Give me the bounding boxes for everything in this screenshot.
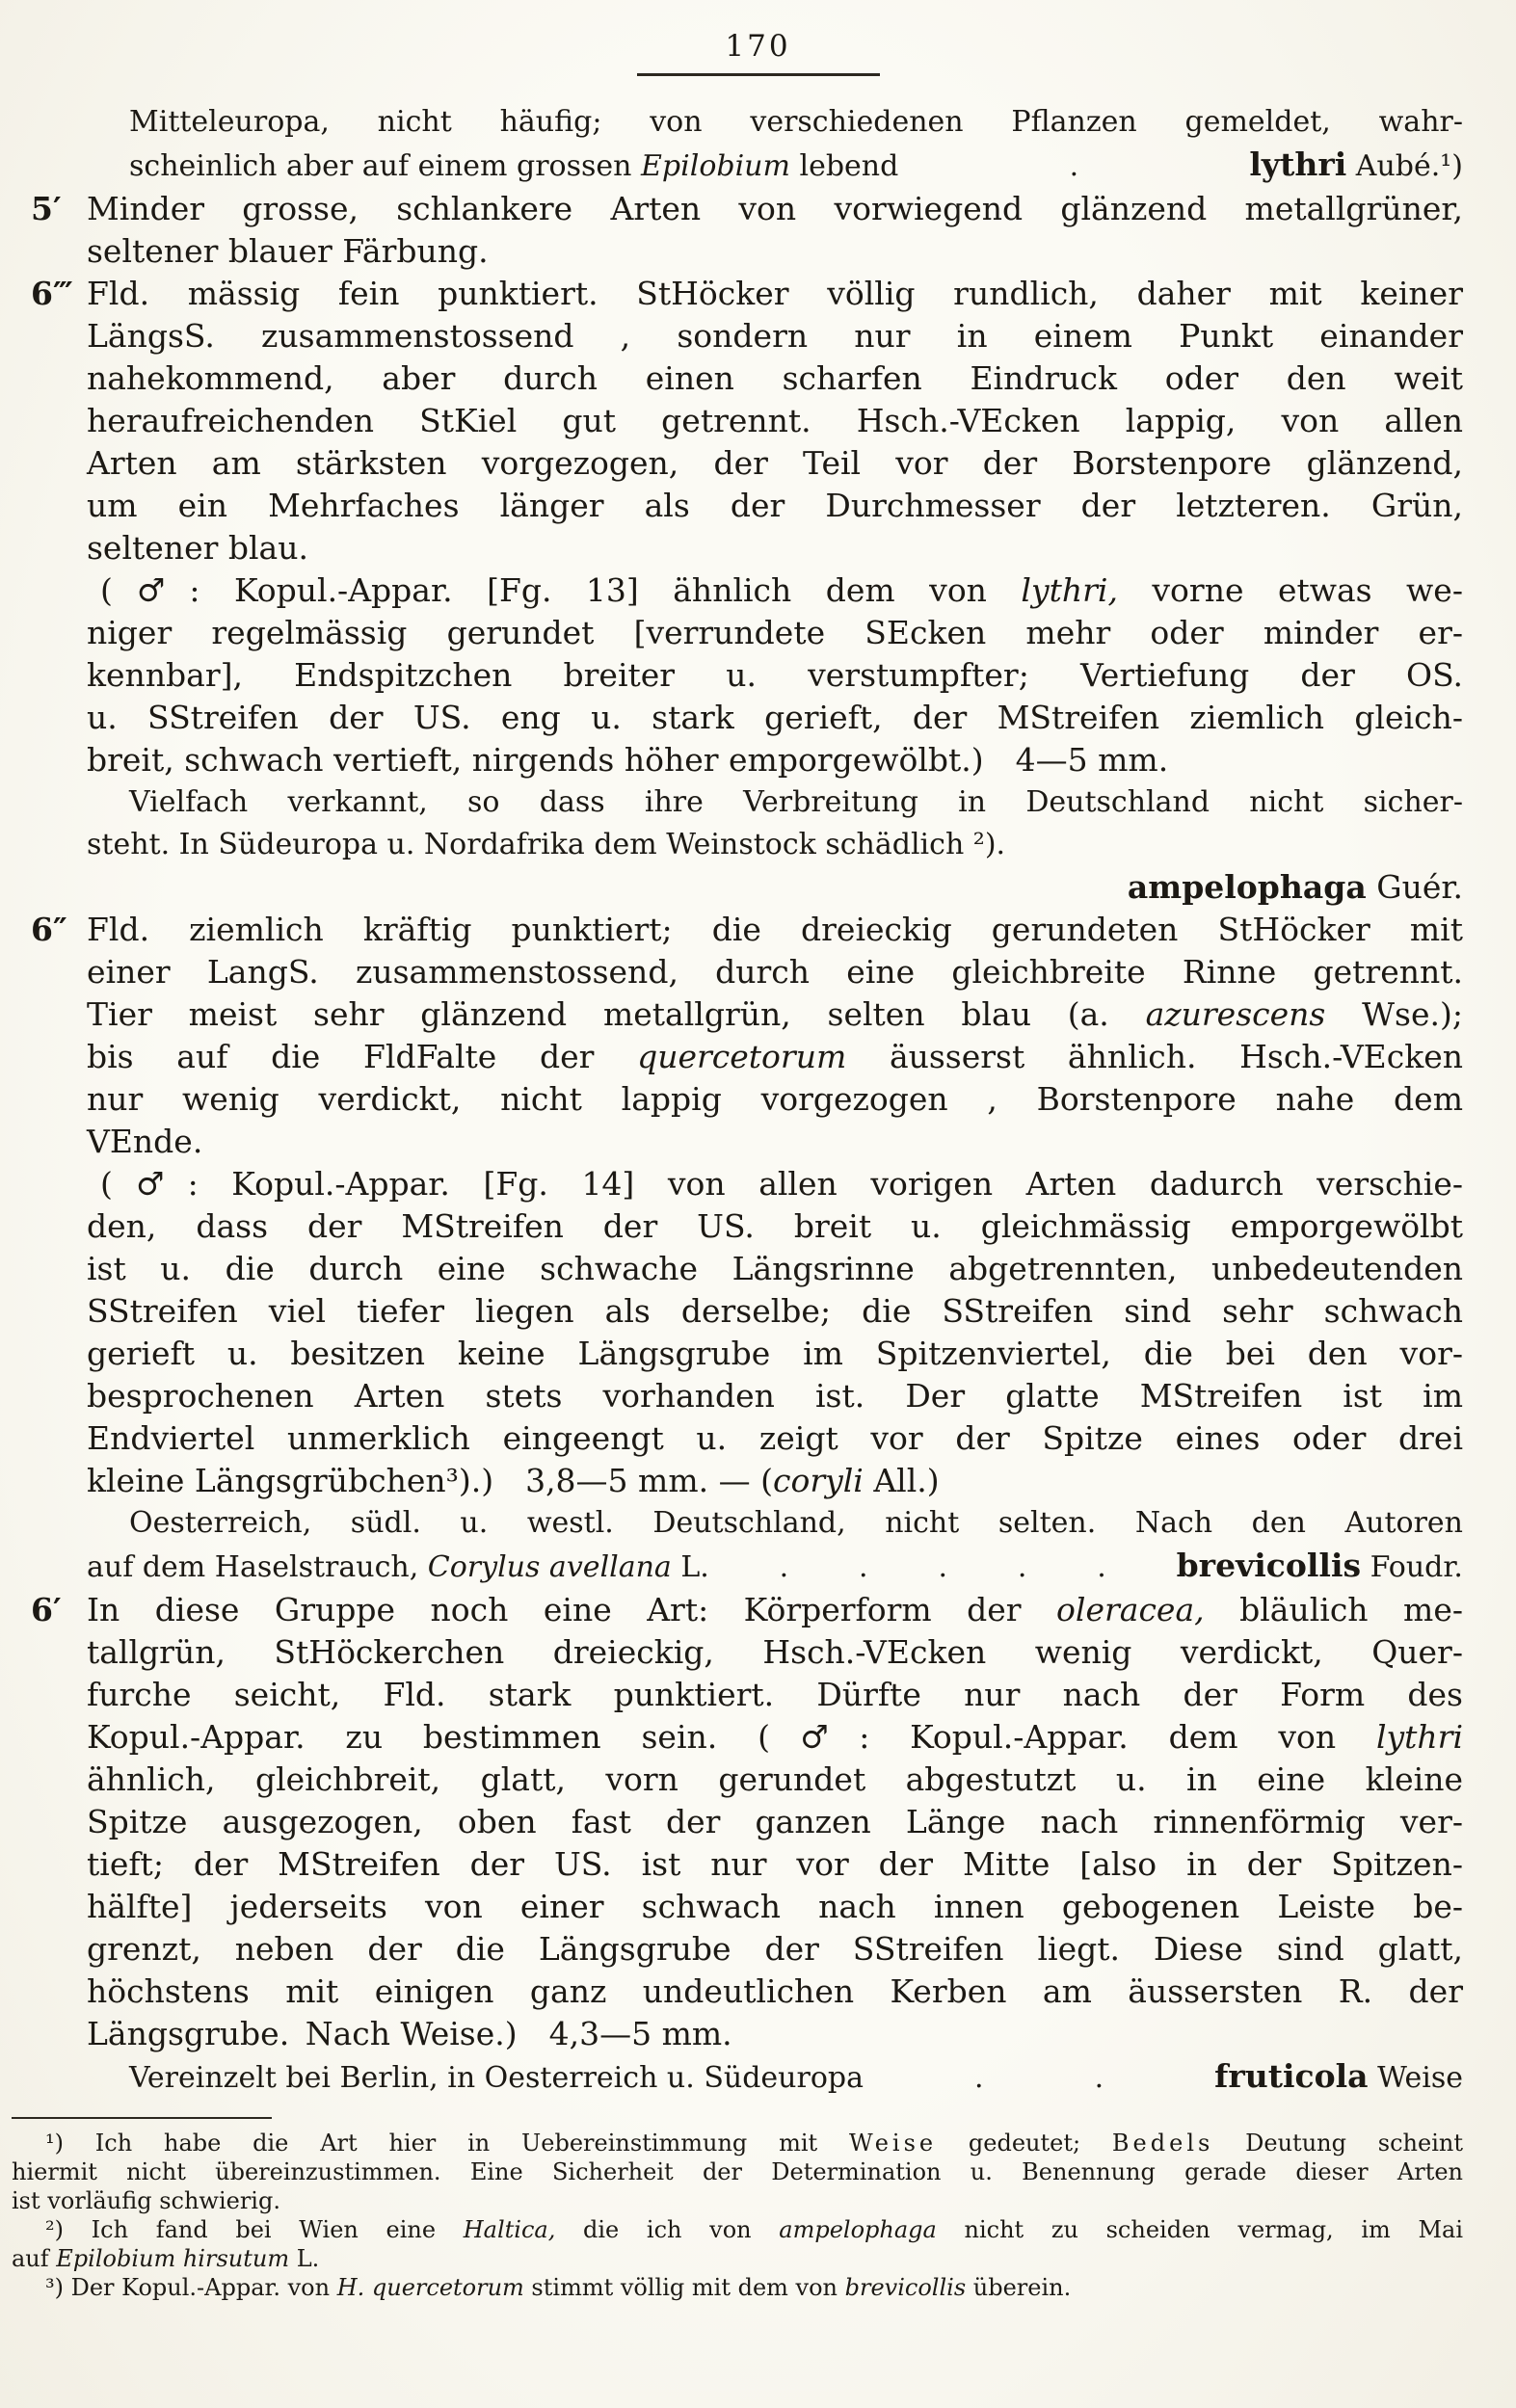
text-run: Tier meist sehr glänzend metallgrün, selten blau (a. [87, 995, 1146, 1033]
text-line [31, 1502, 1463, 1545]
text-run: bläulich me- [1204, 1591, 1463, 1628]
text-run: . [938, 1550, 947, 1584]
text-line [31, 569, 1463, 612]
text-run: Arten am stärksten vorgezogen, der Teil vor der Borstenpore glänzend, [87, 444, 1463, 482]
text-run: gerieft u. besitzen keine Längsgrube im Spitzenviertel, die bei den vor- [87, 1335, 1463, 1372]
text-run: den, dass der MStreifen der US. breit u. gleichmässig emporgewölbt [87, 1207, 1463, 1245]
text-run: Epilobium [641, 149, 790, 183]
text-run: gedeutet; [937, 2130, 1112, 2157]
text-run: lythri, [1021, 571, 1118, 609]
text-run: ³) Der Kopul.-Appar. von [45, 2274, 337, 2301]
text-run: nahekommend, aber durch einen scharfen Eindruck oder den weit [87, 359, 1463, 397]
text-run: ²) Ich fand bei Wien eine [45, 2216, 464, 2243]
text-run: Fld. ziemlich kräftig punktiert; die dreieckig gerundeten StHöcker mit [87, 911, 1463, 948]
text-run: Spitze ausgezogen, oben fast der ganzen Länge nach rinnenförmig ver- [87, 1803, 1463, 1840]
footnote [12, 2273, 1463, 2302]
text-run: azurescens [1145, 995, 1326, 1033]
text-line [31, 612, 1463, 654]
text-run: um ein Mehrfaches länger als der Durchmesser der letzteren. Grün, [87, 487, 1463, 524]
text-run: Aubé.¹) [1346, 149, 1463, 183]
text-run: kleine Längsgrübchen³).) 3,8—5 mm. — ( [87, 1462, 773, 1499]
text-run: ähnlich, gleichbreit, glatt, vorn gerundet abgestutzt u. in eine kleine [87, 1760, 1463, 1798]
footnote [12, 2129, 1463, 2215]
text-run: Corylus avellana [427, 1550, 672, 1584]
text-line [31, 1205, 1463, 1248]
text-run: Längsgrube. Nach Weise.) 4,3—5 mm. [87, 2015, 732, 2052]
text-run: LängsS. zusammenstossend , sondern nur in einem Punkt einander [87, 317, 1463, 355]
text-line [31, 2055, 1463, 2100]
footnote-separator-rule [12, 2117, 272, 2119]
text-run: coryli [772, 1462, 864, 1499]
text-run: steht. In Südeuropa u. Nordafrika dem Weinstock schädlich ²). [87, 828, 1006, 861]
text-run: breit, schwach vertieft, nirgends höher emporgewölbt.) 4—5 mm. [87, 741, 1169, 779]
text-line [31, 1248, 1463, 1290]
page-number-rule [637, 73, 880, 76]
text-line [31, 1290, 1463, 1333]
text-line [31, 1163, 1463, 1205]
text-line [31, 485, 1463, 527]
text-run: VEnde. [87, 1123, 203, 1160]
text-run: bis auf die FldFalte der [87, 1038, 638, 1075]
text-line [31, 400, 1463, 442]
text-run: Epilobium hirsutum [56, 2245, 290, 2272]
key-entry [31, 909, 1463, 1163]
distribution-note [31, 2055, 1463, 2100]
description-paragraph [31, 1163, 1463, 1502]
text-line [31, 1417, 1463, 1460]
text-run: . [859, 1550, 868, 1584]
species-name: ampelophaga [1127, 868, 1367, 906]
text-line [31, 1759, 1463, 1801]
text-line [31, 357, 1463, 400]
text-run: Foudr. [1361, 1550, 1463, 1584]
text-run: . [1017, 1550, 1027, 1584]
text-run: Weise [1368, 2061, 1463, 2095]
text-line [31, 1333, 1463, 1375]
text-line [31, 315, 1463, 357]
text-line [31, 993, 1463, 1036]
text-line [12, 2129, 1463, 2157]
text-line [31, 230, 1463, 273]
text-run: L. [671, 1550, 709, 1584]
key-entry [31, 188, 1463, 273]
text-run: furche seicht, Fld. stark punktiert. Dürfte nur nach der Form des [87, 1676, 1463, 1713]
text-line [31, 909, 1463, 951]
text-run: Vielfach verkannt, so dass ihre Verbreitung in Deutschland nicht sicher- [129, 785, 1463, 819]
text-run: . [1069, 149, 1079, 183]
text-line [31, 1375, 1463, 1417]
text-run: Kopul.-Appar. zu bestimmen sein. (♂: Kopul.-Appar. dem von [87, 1718, 1376, 1756]
text-run: tallgrün, StHöckerchen dreieckig, Hsch.-VEcken wenig verdickt, Quer- [87, 1633, 1463, 1671]
text-run: seltener blauer Färbung. [87, 232, 489, 270]
text-run: quercetorum [637, 1038, 847, 1075]
text-run: überein. [966, 2274, 1072, 2301]
text-line [31, 739, 1463, 781]
text-run: vorne etwas we- [1117, 571, 1463, 609]
key-entry [31, 1589, 1463, 2055]
text-run: Bedels [1111, 2130, 1214, 2157]
text-line [31, 781, 1463, 824]
text-run: Fld. mässig fein punktiert. StHöcker völlig rundlich, daher mit keiner [87, 275, 1463, 312]
text-run: Wse.); [1325, 995, 1463, 1033]
text-line [31, 1843, 1463, 1886]
text-run: (♂: Kopul.-Appar. [Fg. 14] von allen vorigen Arten dadurch verschie- [100, 1165, 1463, 1203]
text-line [31, 101, 1463, 144]
text-line [31, 1631, 1463, 1674]
text-run: . [779, 1550, 789, 1584]
page-header [0, 0, 1516, 76]
text-run: nicht zu scheiden vermag, im Mai [936, 2216, 1464, 2243]
key-number: 6′ [31, 1591, 62, 1628]
text-line [31, 951, 1463, 993]
text-run: stimmt völlig mit dem von [523, 2274, 845, 2301]
text-line [31, 824, 1463, 866]
text-run: All.) [863, 1462, 940, 1499]
text-line [31, 144, 1463, 188]
text-run: u. SStreifen der US. eng u. stark gerieft, der MStreifen ziemlich gleich- [87, 699, 1463, 736]
footnote [12, 2215, 1463, 2273]
text-run: lythri [1375, 1718, 1463, 1756]
text-line [31, 1036, 1463, 1078]
text-run: auf dem Haselstrauch, [87, 1550, 428, 1584]
text-line [12, 2273, 1463, 2302]
text-line [31, 1121, 1463, 1163]
text-line [31, 2013, 1463, 2055]
text-run: . [1094, 2061, 1104, 2095]
text-run: L. [289, 2245, 320, 2272]
text-run: Minder grosse, schlankere Arten von vorwiegend glänzend metallgrüner, [87, 190, 1463, 227]
text-line [12, 2157, 1463, 2186]
species-name: lythri [1249, 146, 1347, 183]
species-name: brevicollis [1176, 1547, 1362, 1584]
text-run: die ich von [555, 2216, 780, 2243]
text-line [31, 1460, 1463, 1502]
text-run: brevicollis [844, 2274, 967, 2301]
text-run: heraufreichenden StKiel gut getrennt. Hsch.-VEcken lappig, von allen [87, 402, 1463, 439]
text-run: hiermit nicht übereinzustimmen. Eine Sicherheit der Determination u. Benennung gerade dieser Arten [12, 2158, 1463, 2185]
text-run: kennbar], Endspitzchen breiter u. verstumpfter; Vertiefung der OS. [87, 656, 1463, 694]
key-number: 5′ [31, 190, 62, 227]
text-run: In diese Gruppe noch eine Art: Körperform der [87, 1591, 1057, 1628]
text-line [31, 654, 1463, 697]
key-number: 6″ [31, 911, 67, 948]
text-line [31, 1928, 1463, 1971]
text-line [31, 527, 1463, 569]
text-line [31, 1716, 1463, 1759]
text-block [31, 101, 1463, 2100]
text-run: ist u. die durch eine schwache Längsrinne abgetrennten, unbedeutenden [87, 1250, 1463, 1287]
description-paragraph [31, 569, 1463, 781]
text-run: besprochenen Arten stets vorhanden ist. Der glatte MStreifen ist im [87, 1377, 1463, 1415]
text-run: Endviertel unmerklich eingeengt u. zeigt vor der Spitze eines oder drei [87, 1419, 1463, 1457]
text-run: oleracea, [1056, 1591, 1205, 1628]
text-line [31, 273, 1463, 315]
text-line [31, 1886, 1463, 1928]
text-run: lebend [789, 149, 899, 183]
species-name: fruticola [1214, 2057, 1369, 2095]
text-line [31, 1078, 1463, 1121]
text-run: niger regelmässig gerundet [verrundete SEcken mehr oder minder er- [87, 614, 1463, 651]
text-run: grenzt, neben der die Längsgrube der SStreifen liegt. Diese sind glatt, [87, 1930, 1463, 1968]
text-line [12, 2244, 1463, 2273]
text-line [31, 1545, 1463, 1589]
species-result-line [31, 866, 1463, 909]
text-run: seltener blau. [87, 529, 308, 567]
key-entry [31, 273, 1463, 569]
text-run: Guér. [1366, 868, 1463, 906]
footnotes-block [12, 2129, 1463, 2302]
key-number: 6‴ [31, 275, 73, 312]
text-run: Haltica, [463, 2216, 556, 2243]
page-number: 170 [725, 29, 791, 64]
text-run: einer LangS. zusammenstossend, durch eine gleichbreite Rinne getrennt. [87, 953, 1463, 991]
text-run: ist vorläufig schwierig. [12, 2187, 280, 2214]
text-line [31, 1971, 1463, 2013]
text-line [31, 1674, 1463, 1716]
text-line [31, 188, 1463, 230]
distribution-note [31, 1502, 1463, 1589]
text-run: ¹) Ich habe die Art hier in Uebereinstimmung mit [45, 2130, 849, 2157]
text-run: scheinlich aber auf einem grossen [129, 149, 642, 183]
text-run: SStreifen viel tiefer liegen als derselbe; die SStreifen sind sehr schwach [87, 1292, 1463, 1330]
text-line [31, 442, 1463, 485]
text-line [12, 2215, 1463, 2244]
text-line [31, 697, 1463, 739]
text-run: auf [12, 2245, 57, 2272]
text-run: . [974, 2061, 984, 2095]
text-line [31, 1801, 1463, 1843]
text-run: äusserst ähnlich. Hsch.-VEcken [846, 1038, 1463, 1075]
text-run: . [1097, 1550, 1106, 1584]
text-run: höchstens mit einigen ganz undeutlichen Kerben am äussersten R. der [87, 1972, 1463, 2010]
text-run: ampelophaga [779, 2216, 937, 2243]
text-run: Deutung scheint [1213, 2130, 1463, 2157]
text-line [12, 2186, 1463, 2215]
text-run: Weise [849, 2130, 938, 2157]
text-run: Mitteleuropa, nicht häufig; von verschiedenen Pflanzen gemeldet, wahr- [129, 105, 1463, 139]
continuation-note [31, 101, 1463, 188]
text-run: Vereinzelt bei Berlin, in Oesterreich u. Südeuropa [129, 2061, 864, 2095]
text-run: (♂: Kopul.-Appar. [Fg. 13] ähnlich dem von [100, 571, 1022, 609]
distribution-note [31, 781, 1463, 866]
text-run: H. quercetorum [336, 2274, 524, 2301]
text-run: nur wenig verdickt, nicht lappig vorgezogen , Borstenpore nahe dem [87, 1080, 1463, 1118]
text-run: hälfte] jederseits von einer schwach nach innen gebogenen Leiste be- [87, 1888, 1463, 1925]
text-run: tieft; der MStreifen der US. ist nur vor der Mitte [also in der Spitzen- [87, 1845, 1463, 1883]
text-line [31, 866, 1463, 909]
text-line [31, 1589, 1463, 1631]
text-run: Oesterreich, südl. u. westl. Deutschland, nicht selten. Nach den Autoren [129, 1506, 1463, 1540]
